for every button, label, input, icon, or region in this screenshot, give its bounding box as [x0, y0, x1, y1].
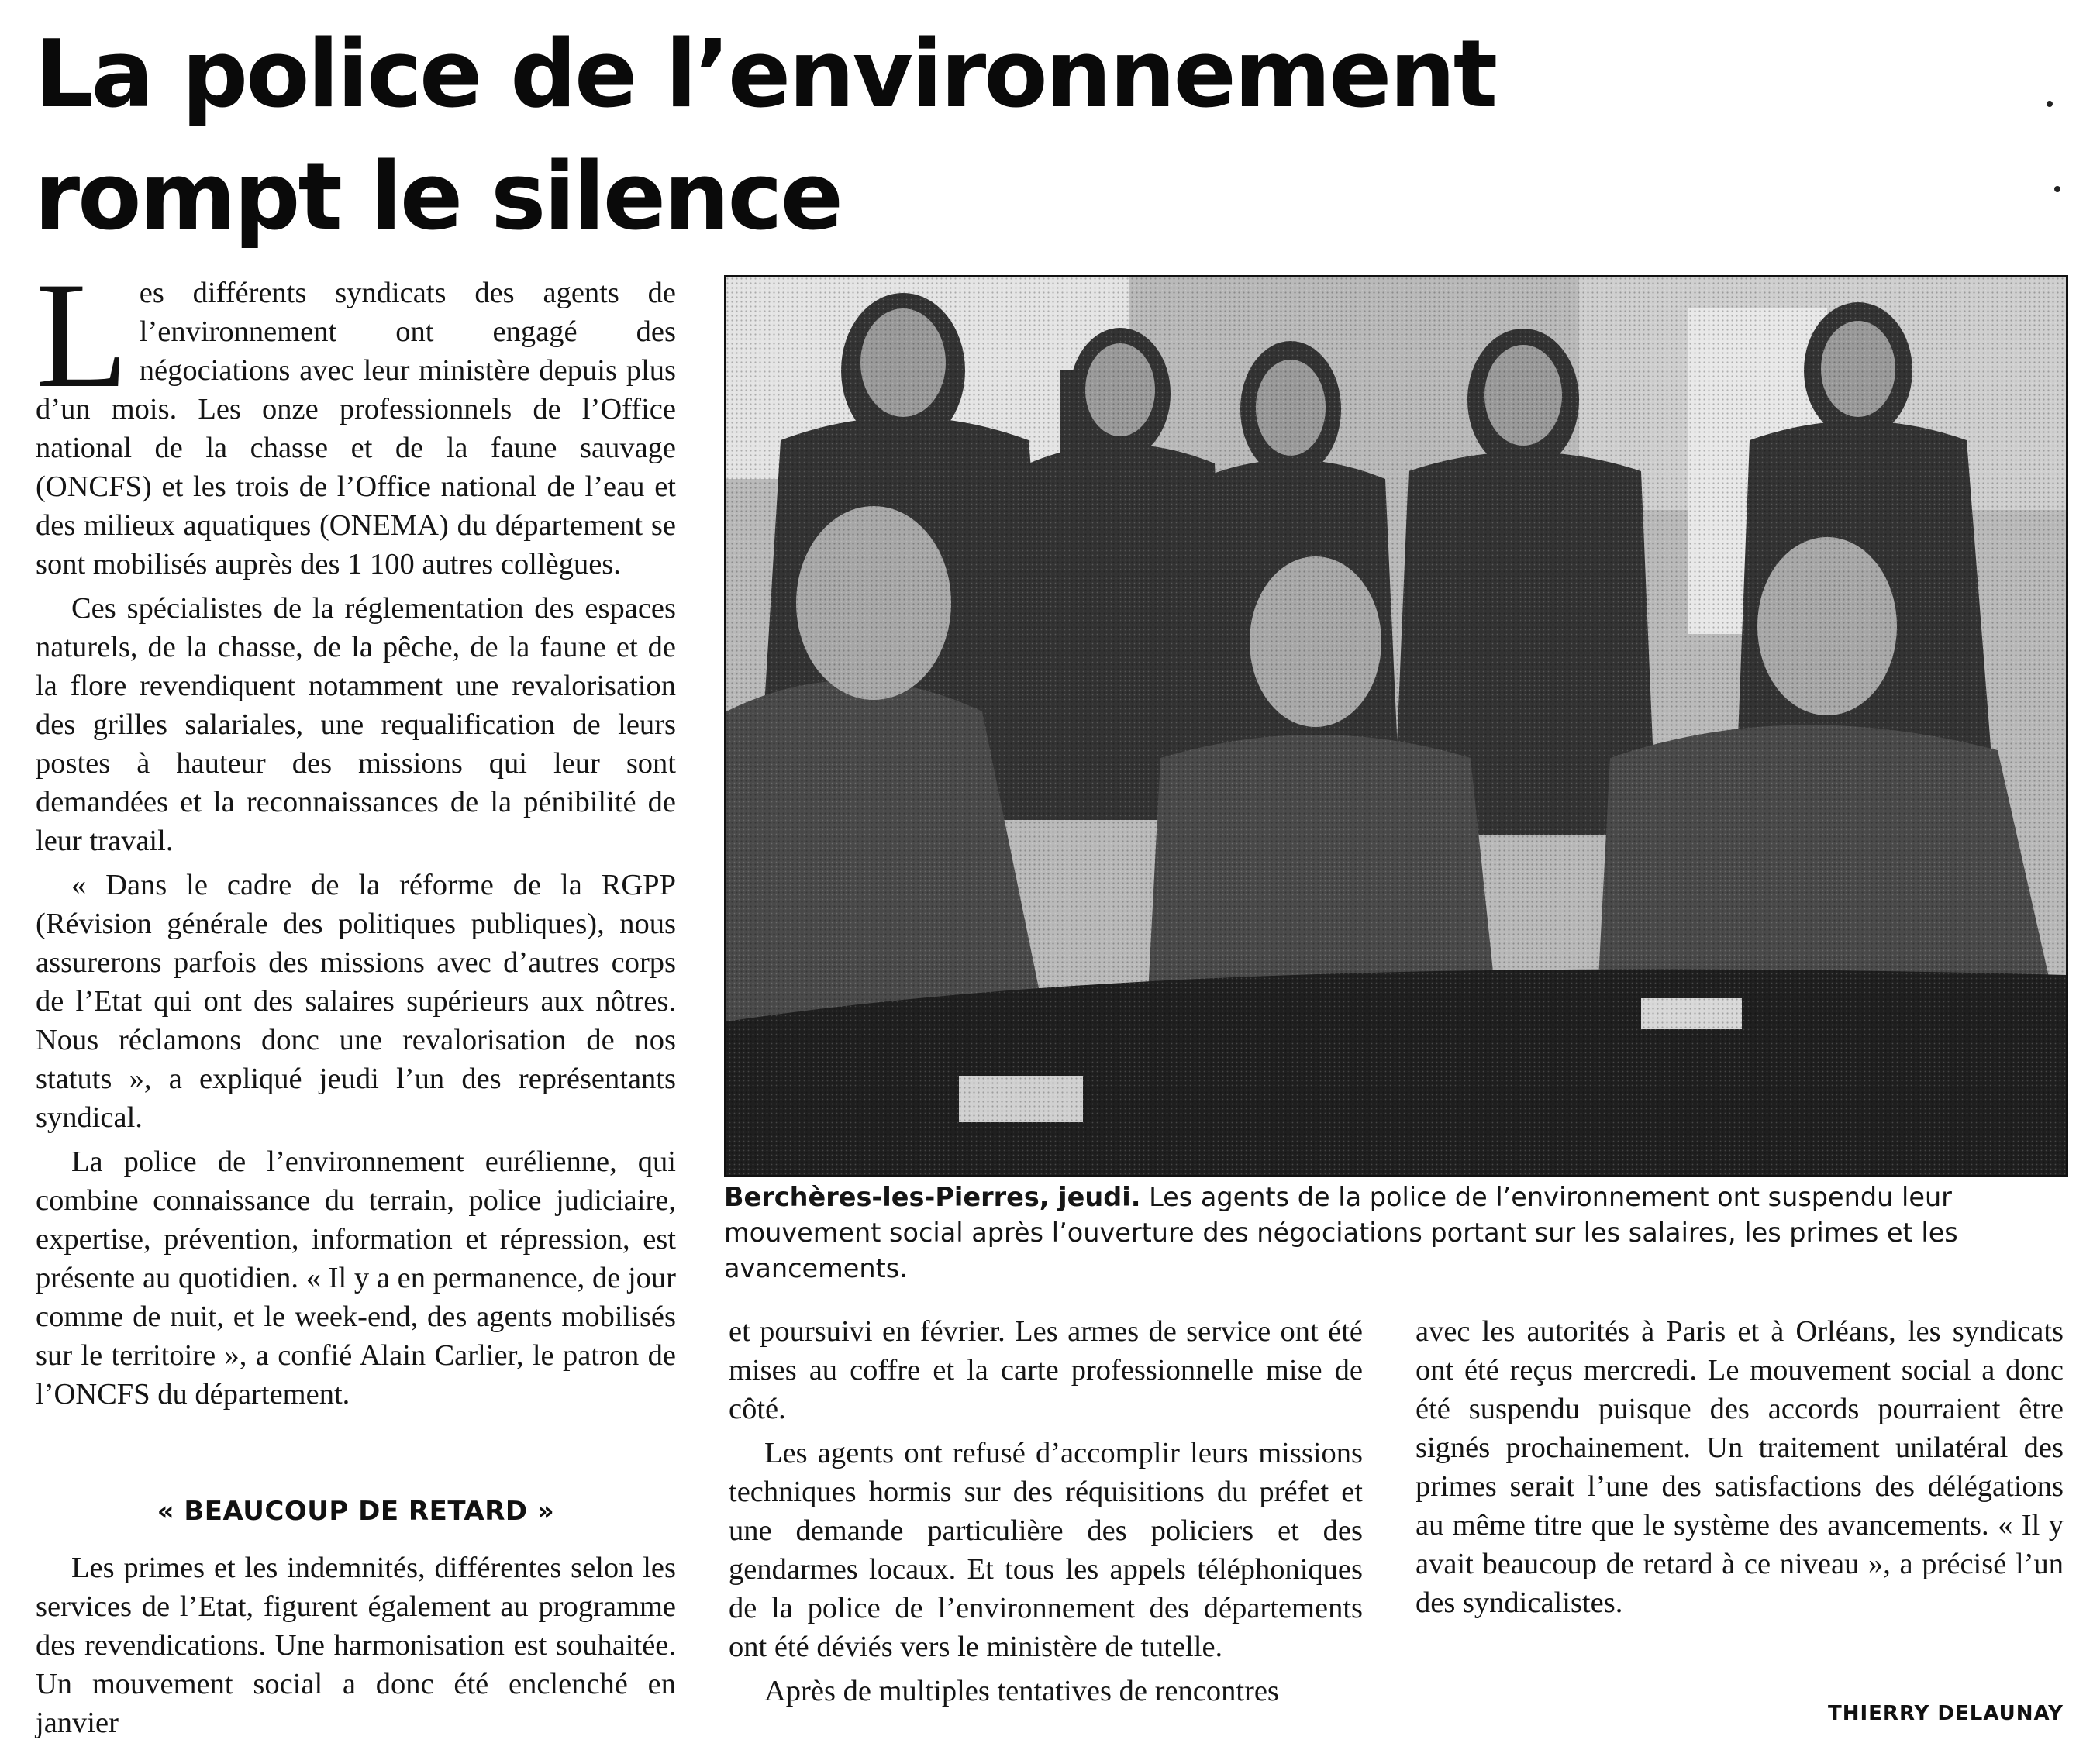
- column-2: [729, 1312, 1363, 1716]
- headline-line-2: rompt le silence: [34, 143, 842, 251]
- paragraph-2: Ces spécialistes de la réglementation des espaces naturels, de la chasse, de la pêche, de la faune et de la flore revendiquent notamment une revalorisation des grilles salariales, une requalification de leurs postes à hauteur des missions qui leur sont demandées et la reconnaissances de la pénibilité de leur travail.: [36, 592, 676, 857]
- paragraph-4: La police de l’environnement eurélienne, qui combine connaissance du terrain, police judiciaire, expertise, prévention, information et répression, est présente au quotidien. « Il y a en permanence, de jour comme de nuit, et le week-end, des agents mobilisés sur le territoire », a confié Alain Carlier, le patron de l’ONCFS du département.: [36, 1145, 676, 1411]
- paragraph-5: Les primes et les indemnités, différentes selon les services de l’Etat, figurent également au programme des revendications. Une harmonisation est souhaitée. Un mouvement social a donc été enclenché en janvier: [36, 1552, 676, 1739]
- caption-text: Les agents de la police de l’environnement ont suspendu leur mouvement social après l’ouverture des négociations portant sur les salaires, les primes et les avancements.: [724, 1182, 1958, 1283]
- scan-speck: [2047, 101, 2053, 107]
- headline-line-1: La police de l’environnement: [34, 21, 1496, 129]
- lead-text: es différents syndicats des agents de l’environnement ont engagé des négociations avec leur ministère depuis plus d’un mois. Les onze professionnels de l’Office national de la chasse et de la faune sauvage (ONCFS) et les trois de l’Office national de l’eau et des milieux aquatiques (ONEMA) du département se sont mobilisés auprès des 1 100 autres collègues.: [36, 277, 676, 580]
- column-1: [36, 251, 676, 1419]
- paragraph-3: « Dans le cadre de la réforme de la RGPP (Révision générale des politiques publiques), nous assurerons parfois des missions avec d’autres corps de l’Etat qui ont des salaires supérieurs aux nôtres. Nous réclamons donc une revalorisation de nos statuts », a expliqué jeudi l’un des représentants syndical.: [36, 869, 676, 1134]
- scan-speck: [2054, 186, 2060, 192]
- byline: THIERRY DELAUNAY: [1828, 1702, 2064, 1725]
- paragraph-6: et poursuivi en février. Les armes de service ont été mises au coffre et la carte professionnelle mise de côté.: [729, 1315, 1363, 1425]
- photo-caption: [724, 1180, 2073, 1287]
- headline: [34, 14, 1507, 259]
- subheading: « BEAUCOUP DE RETARD »: [157, 1496, 555, 1527]
- drop-cap: L: [36, 251, 129, 419]
- group-photo: [724, 275, 2068, 1177]
- caption-place: Berchères-les-Pierres, jeudi.: [724, 1182, 1141, 1212]
- paragraph-9: avec les autorités à Paris et à Orléans, les syndicats ont été reçus mercredi. Le mouvement social a donc été suspendu puisque des accords pourraient être signés prochainement. Un traitement unilatéral des primes serait l’une des satisfactions des délégations au même titre que le système des avancements. « Il y avait beaucoup de retard à ce niveau », a précisé l’un des syndicalistes.: [1416, 1315, 2064, 1619]
- lead-paragraph: [36, 251, 676, 584]
- column-1-bottom: [36, 1548, 676, 1748]
- group-photo-image: [726, 277, 2066, 1175]
- column-3: [1416, 1312, 2064, 1628]
- paragraph-7: Les agents ont refusé d’accomplir leurs missions techniques hormis sur des réquisitions du préfet et une demande particulière des policiers et des gendarmes locaux. Et tous les appels téléphoniques de la police de l’environnement des départements ont été déviés vers le ministère de tutelle.: [729, 1437, 1363, 1663]
- paragraph-8: Après de multiples tentatives de rencontres: [764, 1675, 1279, 1707]
